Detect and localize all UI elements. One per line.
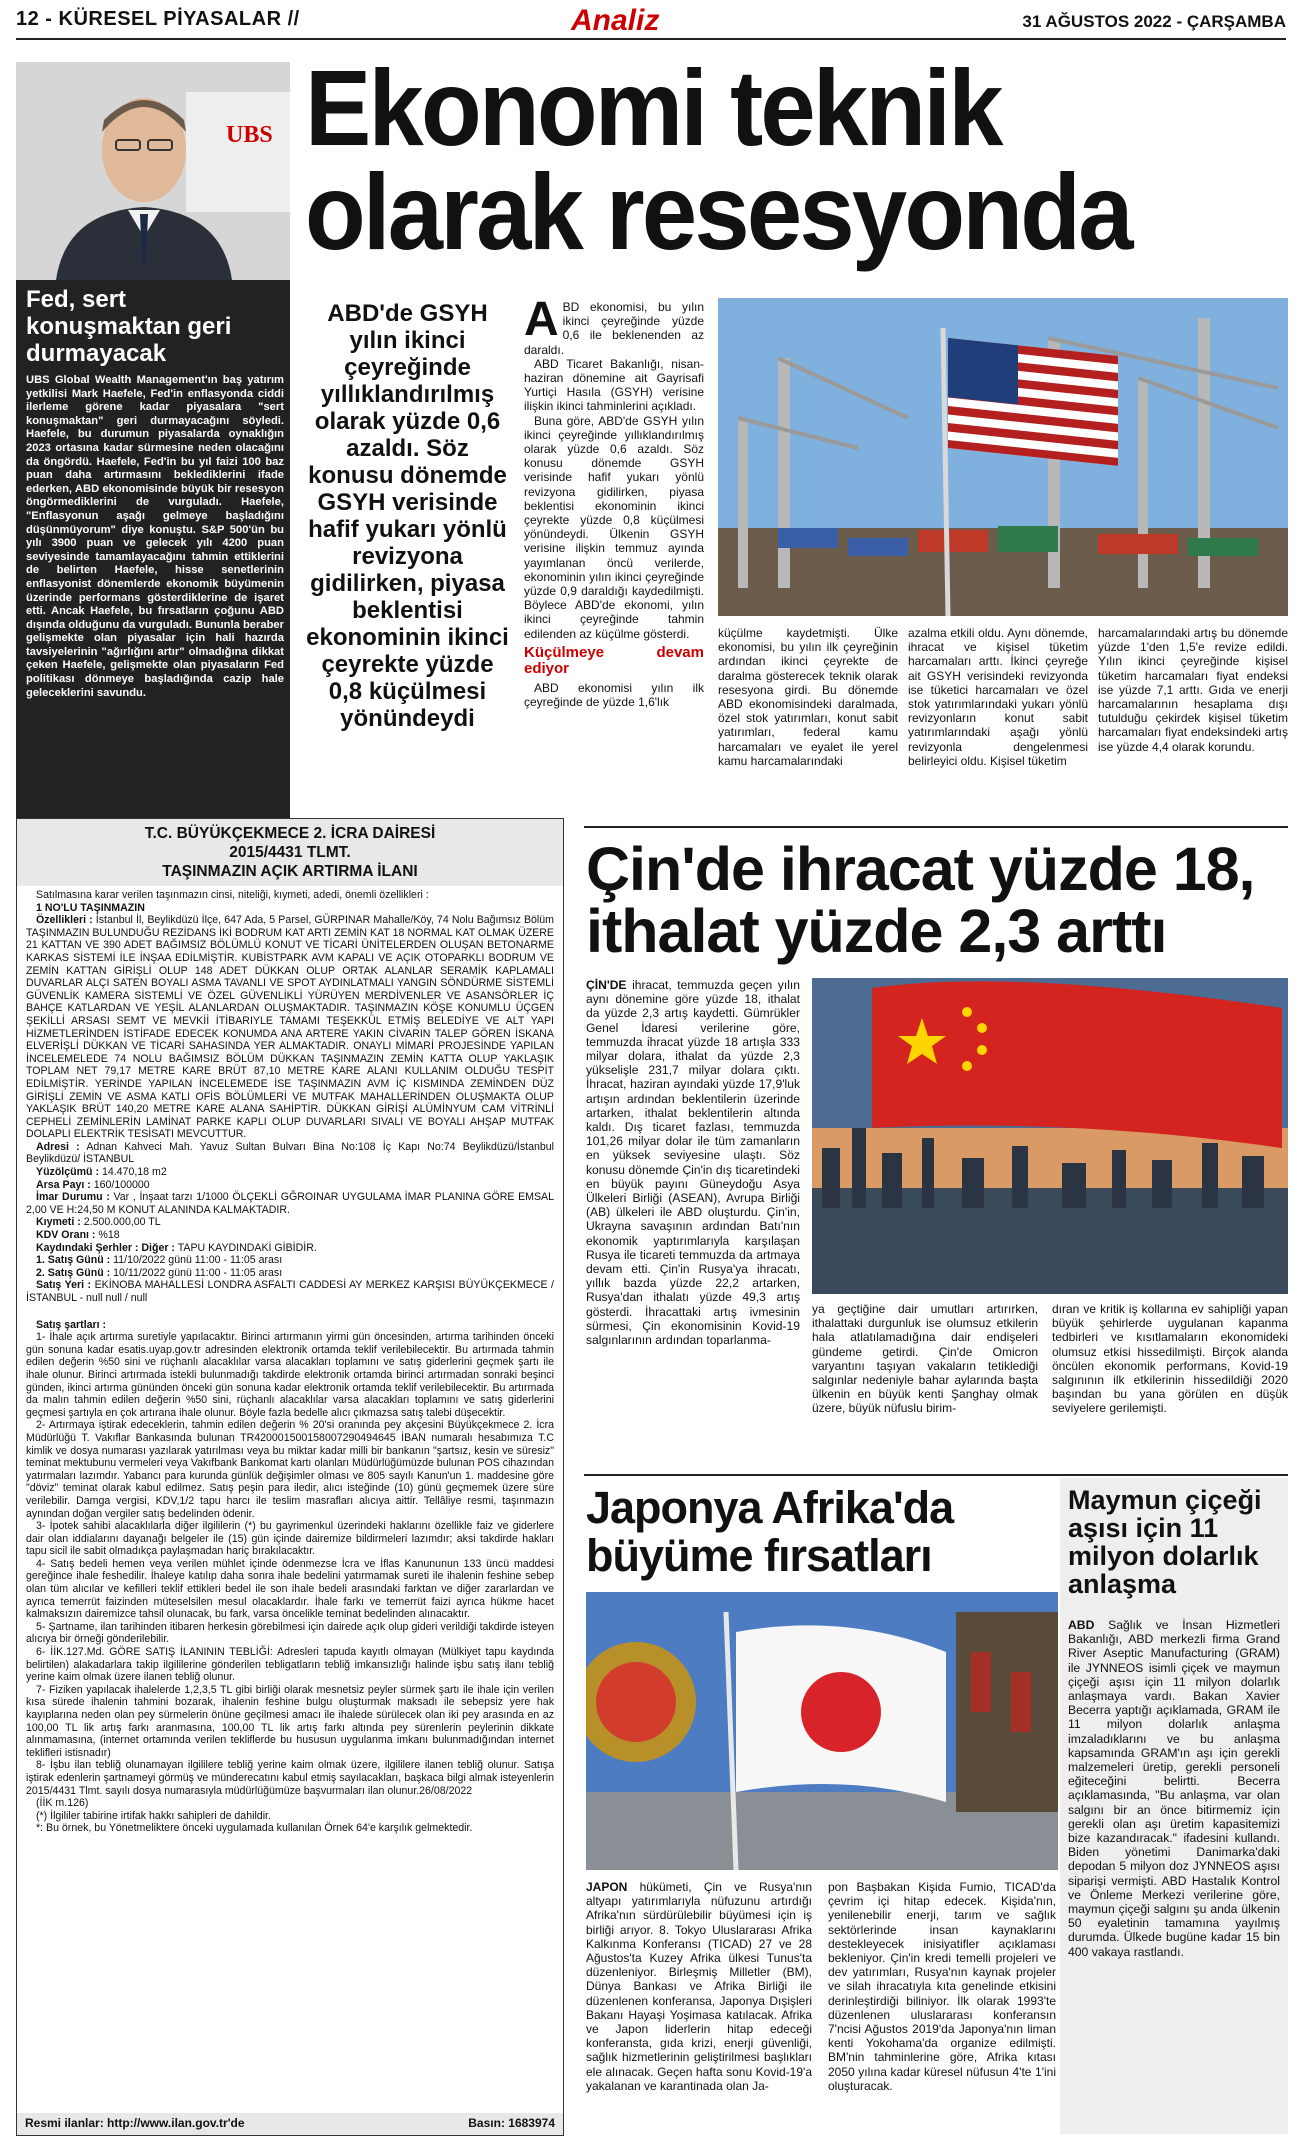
legal-notice-body bbox=[26, 889, 554, 1835]
sale-place-label: Satış Yeri : bbox=[36, 1279, 92, 1292]
area-value: 14.470,18 m2 bbox=[101, 1166, 167, 1179]
china-column-1 bbox=[586, 978, 800, 1347]
land-share-label: Arsa Payı : bbox=[36, 1178, 91, 1191]
annotations-label: Kaydındaki Şerhler : Diğer : bbox=[36, 1241, 175, 1254]
conditions-label: Satış şartları : bbox=[36, 1318, 107, 1331]
condition-5: 5- Şartname, ilan tarihinden itibaren herkesin görebilmesi için dairede açık olup gideri verildiği takdirde isteyen alıcıya bir örneği gönderilebilir. bbox=[26, 1620, 554, 1646]
china-lead-bold: ÇİN'DE bbox=[586, 978, 627, 992]
legal-notice-header bbox=[17, 819, 563, 886]
japan-headline: Japonya Afrika'da büyüme fırsatları bbox=[586, 1482, 954, 1581]
main-column-2: küçülme kaydetmişti. Ülke ekonomisi, bu yılın ilk çeyreğinin ardından ikinci çeyrekte de daralma gösterecek teknik olarak resesyona girdi. Bu dönemde ABD ekonomisindeki daralmada, özel stok yatırımları, konut sabit yatırımları, federal kamu harcamaları ve eyalet ile yerel kamu harcamalarındaki bbox=[718, 626, 898, 768]
annotations-text: TAPU KAYDINDAKİ GİBİDİR. bbox=[177, 1241, 317, 1254]
japan-flag-photo bbox=[586, 1592, 1058, 1870]
section-label: 12 - KÜRESEL PİYASALAR // bbox=[16, 8, 300, 30]
sale-day-2-value: 10/11/2022 günü 11:00 - 11:05 arası bbox=[113, 1266, 283, 1279]
notice-intro: Satılmasına karar verilen taşınmazın cinsi, niteliği, kıymeti, adedi, önemli özellikleri : bbox=[36, 889, 429, 901]
sale-day-2-label: 2. Satış Günü : bbox=[36, 1266, 111, 1279]
japan-column-1 bbox=[586, 1880, 812, 2093]
condition-7: 7- Fiziken yapılacak ihalelerde 1,2,3,5 TL gibi birliği olarak mesnetsiz peyler sürmek şartı ile ihale için verilen kısa sürede ihalenin tahmini bozarak, ihalenin feshine bulgu oluşturmak maksadı ile sebepsiz yere hak kayıplarına neden olan pey sürmelerin önüne geçilmesi amacı ile ihalede sürülecek olan iki pey arasında en az 100,00 TL lik artış farkı aranmasına, 100,00 TL lik artış farkı altında pey sürenlerin peylerinin dikkate alınmamasına, (internet ortamında verilen tekliflerde bu hususun uygulanma imkanı bulunmadığından internet teklifleri istisnadır) bbox=[26, 1683, 554, 1759]
legal-notice-box bbox=[16, 818, 564, 2136]
monkeypox-text: Sağlık ve İnsan Hizmetleri Bakanlığı, ABD merkezli firma Grand River Aseptic Manufacturing (GRAM) ile JYNNEOS isimli çiçek ve maymun çiçeği aşısı için 11 milyon dolarlık anlaşmaya vardı. Bakan Xavier Becerra yaptığı açıklamada, GRAM ile 11 milyon dolarlık anlaşma imzaladıklarını ve bu anlaşma kapsamında GRAM'ın aşı için gerekli malzemeleri üretip, gerekli personeli eğiteceğini belirtti. Becerra açıklamasında, "Bu anlaşma, var olan salgını bir an önce bitirmemiz için gerekli olan aşı üretim kapasitemizi bize kazandıracak." ifadesini kullandı. Biden yönetimi Danimarka'daki depodan 5 milyon doz JYNNEOS aşısı siparişi vermişti. ABD Hastalık Kontrol ve Önleme Merkezi verilerine göre, maymun çiçeği salgını şu anda ülkenin 50 eyaletinin tamamına yayılmış durumda. Ülkede bugüne kadar 15 bin 400 vakaya rastlandı. bbox=[1068, 1618, 1280, 1959]
legal-notice-footer bbox=[17, 2113, 563, 2135]
main-column-3: azalma etkili oldu. Aynı dönemde, ihracat ve kişisel tüketim harcamaları arttı. İkinci çeyreğe ait GSYH verisindeki revizyonda ise tüketici harcamaları ve özel stok yatırımlarındaki yukarı yönlü revizyonların konut sabit yatırımlarındaki aşağı yönlü revizyonla dengelenmesi belirleyici oldu. Kişisel tüketim bbox=[908, 626, 1088, 768]
main-column-4: harcamalarındaki artış bu dönemde yüzde 1'den 1,5'e revize edildi. Yılın ikinci çeyreğinde kişisel tüketim harcamaları fiyat endeksi ise yüzde 7,1 arttı. Gıda ve enerji harcamalarının hesaplama dışı tutulduğu çekirdek kişisel tüketim harcamaları fiyat endeksindeki artış ise yüzde 4,4 olarak korundu. bbox=[1098, 626, 1288, 754]
japan-text-1: hükümeti, Çin ve Rusya'nın altyapı yatırımlarıyla nüfuzunu artırdığı Afrika'nın sürdürülebilir büyümesi için iş birliği arıyor. 8. Tokyo Uluslararası Afrika Kalkınma Konferansı (TICAD) 27 ve 28 Ağustos'ta Kuzey Afrika ülkesi Tunus'ta düzenleniyor. Birleşmiş Milletler (BM), Dünya Bankası ve Afrika Birliği ile düzenlenen konferansa, Japonya Dışişleri Bakanı Hayaşi Yoşimasa katılacak. Afrika ve Japon liderlerin hitap edeceği konferansta, gıda krizi, enerji güvenliği, sağlık hizmetlerinin geliştirilmesi başlıkları ele alınacak. Geçen hafta sonu Kovid-19'a yakalanan ve karantinada olan Ja- bbox=[586, 1880, 812, 2093]
issue-date: 31 AĞUSTOS 2022 - ÇARŞAMBA bbox=[1022, 12, 1286, 31]
dropcap: A bbox=[524, 293, 559, 346]
condition-3: 3- İpotek sahibi alacaklılarla diğer ilgililerin (*) bu gayrimenkul üzerindeki haklarını özellikle faiz ve giderlere dair olan iddialarını dayanağı belgeler ile (15) gün içinde dairemize bildirmeleri lazımdır; aksi takdirde hakları tapu sicil ile sabit olmadıkça paylaşmadan hariç bırakılacaktır. bbox=[26, 1520, 554, 1558]
monkeypox-headline: Maymun çiçeği aşısı için 11 milyon dolarlık anlaşma bbox=[1068, 1485, 1262, 1599]
china-flag-skyline-photo bbox=[812, 978, 1288, 1294]
value-label: Kıymeti : bbox=[36, 1216, 81, 1229]
condition-6: 6- İİK.127.Md. GÖRE SATIŞ İLANININ TEBLİĞİ: Adresleri tapuda kayıtlı olmayan (Mülkiyet tapu kaydında belirtilen) alakadarlara takip ilgililerine gönderilen tebligatların tebliğ imkansızlığı halinde işbu satış ilanı tebliğ yerine kaim olmak üzere ilanen tebliğ olunur. bbox=[26, 1646, 554, 1684]
footnote-2: *: Bu örnek, bu Yönetmeliktere önceki uygulamada kullanılan Örnek 64'e karşılık gelmektedir. bbox=[36, 1822, 473, 1835]
main-column-1 bbox=[524, 293, 704, 710]
china-flag-icon bbox=[812, 978, 1288, 1294]
court-name: T.C. BÜYÜKÇEKMECE 2. İCRA DAİRESİ bbox=[144, 825, 436, 842]
notice-item-number: 1 NO'LU TAŞINMAZIN bbox=[36, 901, 145, 914]
notice-title: TAŞINMAZIN AÇIK ARTIRMA İLANI bbox=[162, 863, 418, 880]
japan-lead-bold: JAPON bbox=[586, 1880, 628, 1894]
official-ads-link[interactable]: Resmi ilanlar: http://www.ilan.gov.tr'de bbox=[25, 2116, 245, 2130]
zoning-label: İmar Durumu : bbox=[36, 1191, 110, 1204]
sale-day-1-label: 1. Satış Günü : bbox=[36, 1254, 111, 1267]
sale-place-text: EKİNOBA MAHALLESİ LONDRA ASFALTI CADDESİ AY MERKEZ KARŞISI BÜYÜKÇEKMECE / İSTANBUL - null null / null bbox=[26, 1279, 554, 1304]
zoning-text: Var , İnşaat tarzı 1/1000 ÖLÇEKLİ GĞROINAR UYGULAMA İMAR PLANINA GÖRE EMSAL 2,00 VE H:24,50 M KONUT ALANINDA KALMAKTADIR. bbox=[26, 1191, 554, 1216]
section-divider bbox=[584, 826, 1288, 828]
case-number: 2015/4431 TLMT. bbox=[229, 844, 351, 861]
footnote-1: (*) İlgililer tabirine irtifak hakkı sahipleri de dahildir. bbox=[36, 1809, 271, 1822]
us-flag-port-photo bbox=[718, 298, 1288, 616]
monkeypox-box bbox=[1060, 1478, 1288, 2134]
condition-2: 2- Artırmaya iştirak edeceklerin, tahmin edilen değerin % 20'si oranında pey akçesini Büyükçekmece 2. İcra Müdürlüğü T. Vakıflar Bankasında bulunan TR420001500158007290494645 İBAN numaralı hesabımıza T.C kimlik ve dosya numarası yazılarak yatırılması veya bu miktar kadar milli bir bankanın "şartsız, kesin ve süresiz" teminat mektubunu vermeleri veya Vakıfbank Bankomat kartı olanları Müdürlüğümüzde bulunan POS cihazından yatırmaları lazımdır. Yabancı para kurunda günlük değişimler olması ve 805 sayılı Kanun'un 1. maddesine göre "döviz" teminat olarak kabul edilmez. Satış peşin para iledir, alıcı isteğinde (10) günü geçmemek üzere süre verilebilir. Damga vergisi, KDV,1/2 tapu harcı ile teslim masrafları alıcıya aittir. Tellâliye resmi, taşınmazın aynından doğan vergiler satış bedelinden ödenir. bbox=[26, 1419, 555, 1520]
press-code: Basın: 1683974 bbox=[468, 2116, 555, 2130]
features-label: Özellikleri : bbox=[36, 914, 93, 927]
address-text: Adnan Kahveci Mah. Yavuz Sultan Bulvarı Bina No:108 İç Kapı No:74 Beylikdüzü/İstanbul Beylikdüzü/ İSTANBUL bbox=[26, 1140, 555, 1166]
sidebar-title: Fed, sert konuşmaktan geri durmayacak bbox=[26, 286, 232, 367]
portrait-photo bbox=[16, 62, 290, 280]
japan-column-2: pon Başbakan Kişida Fumio, TICAD'da çevrim içi hitap edecek. Kişida'nın, yenilenebilir enerji, tarım ve sağlık sektörlerinde insan kaynaklarını destekleyecek inisiyatifler açıklaması bekleniyor. Çin'in kredi temelli projeleri ve dev yatırımları, Rusya'nın kaynak projeler ve silah ihracatıyla kıta genelinde etkisini derinleştirdiği biliniyor. İlk olarak 1993'te düzenlenen uluslararası konferansın 7'ncisi Ağustos 2019'da Japonya'nın liman kenti Yokohama'da organize edilmişti. BM'nin tahminlerine göre, Afrika kıtası 2050 yılına kadar küresel nüfusun 4'te 1'ini oluşturacak. bbox=[828, 1880, 1056, 2093]
main-subhead: Küçülmeye devam ediyor bbox=[524, 643, 704, 677]
sidebar-body: UBS Global Wealth Management'ın baş yatırım yetkilisi Mark Haefele, Fed'in enflasyonda ciddi ilerleme görene kadar piyasalara "sert konuşmaktan" geri durmayacağını söyledi. Haefele, bu durumun piyasalarda oynaklığın 2023 ortasına kadar sürmesine neden olacağını da öngördü. Haefele, Fed'in bu yıl faizi 100 baz puan daha artırmasını beklediklerini ifade ederken, ABD ekonomisinde büyük bir resesyon öngörmediklerini de vurguladı. Haefele, "Enflasyonun aşağı gelmeye başladığını düşünmüyorum" diye konuştu. S&P 500'ün bu yılı 3900 puan ve gelecek yılı 4200 puan seviyesinde tamamlayacağını tahmin ettiklerini de belirten Haefele, hisse senetlerinin enflasyonist dönemlerde ekonomik büyümenin üzerinde performans gösterdiklerine de işaret etti. Ancak Haefele, bu fırsatların çoğunu ABD dışında olduğunu da vurguladı. Bununla beraber gelişmekte olan piyasalar için hali hazırda tavsiyelerinin "ağırlığını artır" olmadığına dikkat çeken Haefele, gelişmekte olan piyasaların Fed politikası dönmeye başladığında cazip hale geleceklerini savundu. bbox=[26, 374, 284, 699]
flag-icon bbox=[718, 298, 1288, 616]
main-p3: Buna göre, ABD'de GSYH yılın ikinci çeyreğinde yıllıklandırılmış olarak yüzde 0,6 azaldı. Söz konusu dönemde GSYH verisinde hafif yukarı yönlü revizyona gidilirken, piyasa beklentisi ekonominin ikinci çeyrekte yüzde 0,8 küçülmesi yönündeydi. Ülkenin GSYH verisine ilişkin temmuz ayında yayımlanan öncü verilerde, ekonominin yılın ikinci çeyreğinde yüzde 0,9 daraldığı kaydedilmişti. Böylece ABD'de ekonomi, yılın ikinci çeyreğinde tahmin edilenden az küçülme gösterdi. bbox=[524, 413, 704, 641]
china-column-3: dıran ve kritik iş kollarına ev sahipliği yapan büyük şehirlerde uygulanan kapanma tedbirleri ve kısıtlamaların ekonomideki olumsuz etkisi hissedilmişti. Birçok alanda öncülen ekonomik performans, Kovid-19 salgınının ilk etkilerinin hissedildiği 2020 başından bu yana görülen en düşük seviyelere gerilemişti. bbox=[1052, 1302, 1288, 1416]
land-share-value: 160/100000 bbox=[93, 1178, 150, 1191]
condition-8: 8- İşbu ilan tebliğ olunamayan ilgililere tebliğ yerine kaim olmak üzere, ilgililere ilanen tebliğ olunur. Satışa iştirak edenlerin şartnameyi görmüş ve münderecatını kabul etmiş sayılacakları, başkaca bilgi almak isteyenlerin 2015/4431 Tlmt. sayılı dosya numarasıyla müdürlüğümüze başvurmaları ilan olunur.26/08/2022 bbox=[26, 1759, 554, 1797]
china-headline: Çin'de ihracat yüzde 18, ithalat yüzde 2,3 arttı bbox=[586, 835, 1255, 965]
address-label: Adresi : bbox=[36, 1140, 80, 1153]
ubs-logo: UBS bbox=[226, 122, 273, 148]
main-p2: ABD Ticaret Bakanlığı, nisan-haziran dönemine ait Gayrisafi Yurtiçi Hasıla (GSYH) verisine ilişkin ikinci tahminlerini açıkladı. bbox=[524, 356, 704, 414]
condition-1: 1- İhale açık artırma suretiyle yapılacaktır. Birinci artırmanın yirmi gün öncesinden, artırma tarihinden önceki gün sonuna kadar esatis.uyap.gov.tr adresinden elektronik ortamda teklif verilebilecektir. Bu artırmada tahmin edilen değerin %50 sini ve rüçhanlı alacaklılar varsa alacakları toplamını ve satış giderlerini geçmek şartı ile ihale olunur. Birinci artırmada istekli bulunmadığı takdirde elektronik ortamda birinci artırmadan sonraki beşinci günden, ikinci artırma gününden önceki gün sonuna kadar elektronik ortamda teklif verilebilecektir. Bu artırmada da malın tahmin edilen değerin %50 sini, rüçhanlı alacaklılar varsa alacakları toplamını ve satış giderlerini geçmesi şartıyla en çok artırana ihale olunur. Böyle fazla bedelle alıcı çıkmazsa satış talebi düşecektir. bbox=[26, 1331, 554, 1419]
features-text: İstanbul İl, Beylikdüzü İlçe, 647 Ada, 5 Parsel, GÜRPINAR Mahalle/Köy, 74 Nolu Bağımsız Bölüm TAŞINMAZIN BULUNDUĞU REZİDANS İKİ BODRUM KAT ARTI ZEMİN KAT 18 NORMAL KAT OLMAK ÜZERE 21 KATTAN VE 390 ADET BAĞIMSIZ BÖLÜMLÜ KONUT VE TİCARİ ÜNİTELERDEN OLUŞAN BETONARME KARKAS SİSTEMİ İLE İNŞAA EDİLMİŞTİR. KUBİSTPARK AVM KAPALI VE AÇIK OTOPARKLI BODRUM VE ZEMİN KATTAN GİRİŞLİ OLUP 148 ADET DÜKKAN OLUP ORTAK ALANLAR SERAMİK KAPLAMALI DUVARLAR ALÇI SATEN BOYALI ASMA TAVANLI VE SPOT AYDINLATMALI YANGIN SÖNDÜRME SİSTEMLİ GÜVENLİK KAMERA SİSTEMLİ VE ÖZEL GÜVENLİKLİ YÜRÜYEN MERDİVENLER VE ASANSÖRLER İÇ BAHÇE KATLARDAN VE YEŞİL ALANLARDAN OLUŞMAKTADIR. TAŞINMAZIN KÖŞE KONUMLU ÜÇGEN ŞEKİLLİ ARSASI SEMT VE MEVKİİ İTİBARIYLE TAMAMI TEŞEKKÜL ETMİŞ BELEDİYE VE ALT YAPI HİZMETLERİNDEN İSTİFADE EDECEK KONUMDA ANA ARTERE YAKIN CİVARIN TALEP GÖREN İSKANA ELVERİŞLİ DÜKKAN VE TİCARİ SAHASINDA YER ALMAKTADIR. ONAYLI MİMARİ PROJESİNDE YAPILAN İNCELEMELEDE 74 NOLU BAĞIMSIZ BÖLÜM DÜKKAN TAŞINMAZIN ZEMİN KATTA OLUP YAKLAŞIK TOPLAM NET 79,17 METRE KARE BRÜT 87,10 METRE KARE ALANI KULLANIM OLDUĞU TESPİT EDİLMİŞTİR. YERİNDE YAPILAN İNCELEMEDE İSE TAŞINMAZIN AVM İÇ KISMINDA ZEMİNDEN DÜZ GİRİŞLİ ZEMİN VE ASMA KATLI OFİS BÖLÜMLERİ VE MUTFAK MAHALLERİNDEN OLUŞMAKTA OLUP YAKLAŞIK BRÜT 140,20 METRE KARE ALANA SAHİPTİR. DÜKKAN GİRİŞİ ALÜMİNYUM CAM VİTRİNLİ CEPHELİ ZEMİNLERİN LAMİNAT PARKE KAPLI OLUP DUVARLARI SIVALI VE BOYALI AHŞAP MUTFAK DOLAPLI ELEKTRİK TESİSATI MEVCUTTUR. bbox=[26, 914, 554, 1141]
main-headline: Ekonomi teknik olarak resesyonda bbox=[305, 47, 1131, 272]
law-reference: (İİK m.126) bbox=[36, 1797, 89, 1810]
japan-flag-icon bbox=[586, 1592, 1058, 1870]
vat-label: KDV Oranı : bbox=[36, 1229, 96, 1242]
main-p4: ABD ekonomisi yılın ilk çeyreğinde de yüzde 1,6'lık bbox=[524, 680, 704, 710]
sidebar-box bbox=[16, 62, 290, 820]
china-text-1: ihracat, temmuzda geçen yılın aynı dönemine göre yüzde 18, ithalat da yüzde 2,3 artış kaydetti. Gümrükler Genel İdaresi verilerine göre, temmuzda ihracat yüzde 18 artışla 333 milyar dolara, ithalat da yüzde 2,3 yükselişle 231,7 milyar dolara çıktı. İhracat, haziran ayındaki yüzde 17,9'luk artışın ardından beklentilerin üzerinde artarken, ithalat beklentilerin altında kaldı. Dış ticaret fazlası, temmuzda 101,26 milyar dolar ile tüm zamanların en yüksek seviyesine ulaştı. Söz konusu dönemde Çin'in dış ticaretindeki en büyük payını Güneydoğu Asya Ülkeleri Birliği (ASEAN), Avrupa Birliği (AB) ülkeleri ile ABD oluşturdu. Çin'in, Ukrayna savaşının ardından Batı'nın ekonomik yaptırımlarıyla karşılaşan Rusya ile ticareti temmuzda da artmaya devam etti. Çin'in Rusya'ya ihracatı, yıllık bazda yüzde 22,2 artarken, Rusya'dan ithalatı yüzde 49,3 artış gösterdi. İhracattaki artış ivmesinin sürmesi, Çin ekonomisinin Kovid-19 salgınlarının ardından toparlanma- bbox=[586, 978, 800, 1348]
page-header bbox=[16, 4, 1286, 40]
vat-value: %18 bbox=[98, 1229, 120, 1242]
china-column-2: ya geçtiğine dair umutları artırırken, ithalattaki durgunluk ise olumsuz etkilerin hala atlatılamadığına dair endişeleri gündeme getirdi. Çin'de Omicron varyantını taşıyan vakaların tetiklediği salgınlar nedeniyle bahar aylarında başta ülkenin en büyük kenti Şanghay olmak üzere, büyük nüfuslu birim- bbox=[812, 1302, 1038, 1416]
newspaper-logo: Analiz bbox=[571, 4, 660, 37]
main-p1: BD ekonomisi, bu yılın ikinci çeyreğinde yüzde 0,6 ile beklenenden az daraldı. bbox=[524, 300, 704, 357]
section-divider-2 bbox=[584, 1474, 1288, 1476]
condition-4: 4- Satış bedeli hemen veya verilen mühlet içinde ödenmezse İcra ve İflas Kanununun 133 üncü maddesi gereğince ihale feshedilir. İhaleye katılıp daha sonra ihale bedelini yatırmamak sureti ile ihalenin feshine sebep olan tüm alıcılar ve kefilleri teklif ettikleri bedel ile son ihale bedeli arasındaki farktan ve diğer zararlardan ve ayrıca temerrüt faizinden müteselsilen mesul olacaklardır. İhale farkı ve temerrüt faizi ayrıca hükme hacet kalmaksızın dairemizce tahsil olunacak, bu fark, varsa öncelikle teminat bedelinden alınacaktır. bbox=[26, 1557, 554, 1621]
monkeypox-lead-bold: ABD bbox=[1068, 1618, 1095, 1632]
sale-day-1-value: 11/10/2022 günü 11:00 - 11:05 arası bbox=[113, 1254, 283, 1267]
main-lead: ABD'de GSYH yılın ikinci çeyreğinde yıllıklandırılmış olarak yüzde 0,6 azaldı. Söz konusu dönemde GSYH verisinde hafif yukarı yönlü revizyona gidilirken, piyasa beklentisi ekonominin ikinci çeyrekte yüzde 0,8 küçülmesi yönündeydi bbox=[306, 300, 509, 732]
value-amount: 2.500.000,00 TL bbox=[83, 1216, 161, 1229]
area-label: Yüzölçümü : bbox=[36, 1166, 99, 1179]
monkeypox-body bbox=[1068, 1618, 1280, 1959]
person-photo-icon bbox=[16, 62, 290, 280]
